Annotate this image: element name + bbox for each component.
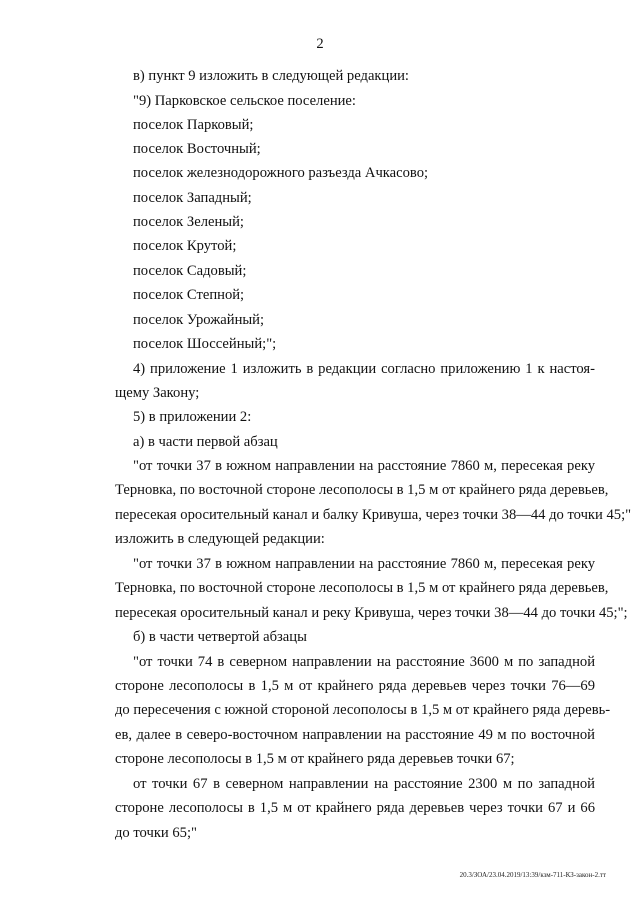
- paragraph-line: б) в части четвертой абзацы: [133, 629, 307, 645]
- paragraph-line: "от точки 37 в южном направлении на расстояние 7860 м, пересекая реку: [133, 458, 595, 474]
- paragraph-line: поселок Крутой;: [133, 238, 237, 254]
- paragraph-line: поселок Степной;: [133, 287, 245, 303]
- paragraph-line: поселок Парковый;: [133, 117, 254, 133]
- paragraph-line: до точки 65;": [115, 825, 197, 841]
- paragraph-line: поселок Зеленый;: [133, 214, 244, 230]
- paragraph-line: Терновка, по восточной стороне лесополосы в 1,5 м от крайнего ряда деревьев,: [115, 580, 609, 596]
- paragraph-line: поселок железнодорожного разъезда Ачкасово;: [133, 165, 429, 181]
- paragraph-line: а) в части первой абзац: [133, 434, 278, 450]
- paragraph-line: "от точки 74 в северном направлении на расстояние 3600 м по западной: [133, 654, 595, 670]
- paragraph-line: поселок Шоссейный;";: [133, 336, 277, 352]
- page-number: 2: [316, 36, 324, 52]
- paragraph-line: поселок Садовый;: [133, 263, 247, 279]
- paragraph-line: стороне лесополосы в 1,5 м от крайнего ряда деревьев через точки 76—69: [115, 678, 595, 694]
- paragraph-line: ев, далее в северо-восточном направлении на расстояние 49 м по восточной: [115, 727, 595, 743]
- paragraph-line: стороне лесополосы в 1,5 м от крайнего ряда деревьев через точки 67 и 66: [115, 800, 595, 816]
- paragraph-line: изложить в следующей редакции:: [115, 531, 325, 547]
- document-footer-code: 20.3/ЗОА/23.04.2019/13:39/кзм-711-КЗ-закон-2.тт: [459, 871, 606, 879]
- paragraph-line: 4) приложение 1 изложить в редакции согласно приложению 1 к настоя-: [133, 361, 595, 377]
- paragraph-line: от точки 67 в северном направлении на расстояние 2300 м по западной: [133, 776, 595, 792]
- paragraph-line: Терновка, по восточной стороне лесополосы в 1,5 м от крайнего ряда деревьев,: [115, 482, 609, 498]
- paragraph-line: 5) в приложении 2:: [133, 409, 252, 425]
- paragraph-line: пересекая оросительный канал и реку Кривуша, через точки 38—44 до точки 45;";: [115, 605, 628, 621]
- paragraph-line: "9) Парковское сельское поселение:: [133, 93, 356, 109]
- paragraph-line: в) пункт 9 изложить в следующей редакции:: [133, 68, 409, 84]
- paragraph-line: щему Закону;: [115, 385, 200, 401]
- paragraph-line: до пересечения с южной стороной лесополосы в 1,5 м от крайнего ряда деревь-: [115, 702, 611, 718]
- paragraph-line: пересекая оросительный канал и балку Кривуша, через точки 38—44 до точки 45;": [115, 507, 632, 523]
- paragraph-line: поселок Западный;: [133, 190, 252, 206]
- paragraph-line: поселок Урожайный;: [133, 312, 265, 328]
- paragraph-line: поселок Восточный;: [133, 141, 261, 157]
- paragraph-line: "от точки 37 в южном направлении на расстояние 7860 м, пересекая реку: [133, 556, 595, 572]
- paragraph-line: стороне лесополосы в 1,5 м от крайнего ряда деревьев точки 67;: [115, 751, 515, 767]
